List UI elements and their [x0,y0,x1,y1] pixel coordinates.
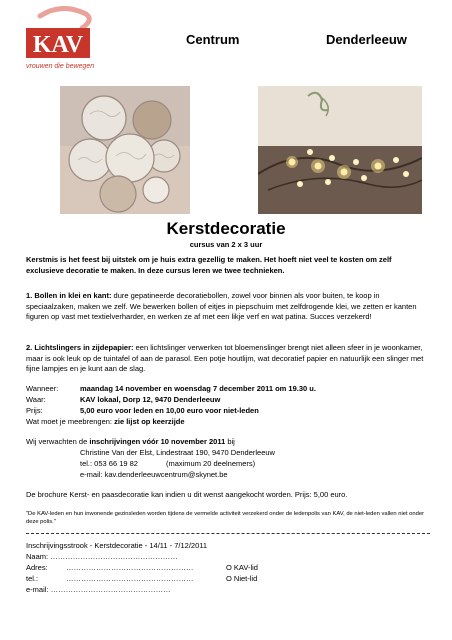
insurance-disclaimer: "De KAV-leden en hun inwonende gezinsleden worden tijdens de vermelde activiteit verzekerd onder de ledenpolis van KAV, de niet-leden vallen niet onder deze polis." [26,511,425,525]
page-subtitle: cursus van 2 x 3 uur [189,240,263,249]
technique-2-text: een lichtslinger verwerken tot bloemenslinger brengt niet alleen sfeer in je woonkamer, maar is ook leuk op de tuintafel of aan de parasol. Een potje houtlijm, wat decoratief papier en natuurlijk een slinger met fijne lampjes en je kunt aan de slag. [26,343,424,373]
where-label: Waar: [26,395,46,404]
price-label: Prijs: [26,406,43,415]
detail-where [26,395,220,406]
detail-bring [26,417,185,428]
header-centrum: Centrum [186,32,240,47]
technique-2 [26,343,430,375]
form-name-row [26,551,178,562]
address-line: …………………………………………… [66,563,194,572]
clay-balls-photo [60,86,190,214]
registration-intro-a: Wij verwachten de [26,437,90,446]
kav-logo [22,6,122,76]
contact-email: e-mail: kav.denderleeuwcentrum@skynet.be [80,470,228,479]
svg-text:KAV: KAV [32,32,84,58]
technique-1 [26,291,430,323]
email-label: e-mail: [26,585,49,594]
detail-price [26,406,259,417]
page-title: Kerstdecoratie [166,219,286,238]
header-denderleeuw: Denderleeuw [326,32,407,47]
registration-intro-b: bij [225,437,235,446]
form-address-row [26,562,194,573]
contact-tel-number: tel.: 053 66 19 82 [80,459,138,468]
light-garland-photo [258,86,422,214]
bring-value: zie lijst op keerzijde [114,417,185,426]
form-tel-row [26,573,194,584]
when-value: maandag 14 november en woensdag 7 december 2011 om 19.30 u. [80,384,316,393]
registration-deadline: inschrijvingen vóór 10 november 2011 [89,437,226,446]
option-nonmember[interactable]: O Niet-lid [226,574,258,583]
name-line: …………………………………………… [50,552,178,561]
name-label: Naam: [26,552,49,561]
detail-when [26,384,316,395]
where-value: KAV lokaal, Dorp 12, 9470 Denderleeuw [80,395,221,404]
contact-tel [80,459,255,470]
cut-line [26,533,430,534]
tel-label: tel.: [26,574,39,583]
intro-text: Kerstmis is het feest bij uitstek om je huis extra gezellig te maken. Het hoeft niet veel te kosten om zelf exclusieve decoratie te maken. In deze cursus leren we twee technieken. [26,255,392,275]
technique-1-text: dure gepatineerde decoratiebollen, zowel voor binnen als voor buiten, te koop in speciaalzaken, maken we zelf. We bewerken bollen of eitjes in piepschuim met zelfdrogende klei, we zetten er kanten figuren op vast met textielverharder, en werken ze af met een likje verf en wat patina. Succes verzekerd! [26,291,417,321]
email-line: ………………………………………… [50,585,171,594]
tel-line: …………………………………………… [66,574,194,583]
brochure-text: De brochure Kerst- en paasdecoratie kan indien u dit wenst aangekocht worden. Prijs: 5,00 euro. [26,490,348,499]
contact-name: Christine Van der Elst, Lindestraat 190, 9470 Denderleeuw [80,448,275,457]
svg-text:vrouwen die bewegen: vrouwen die bewegen [26,63,95,70]
form-email-row [26,584,171,595]
contact-max: (maximum 20 deelnemers) [165,459,256,468]
address-label: Adres: [26,563,48,572]
registration-intro [26,437,235,448]
price-value: 5,00 euro voor leden en 10,00 euro voor niet-leden [80,406,259,415]
when-label: Wanneer: [26,384,59,393]
bring-label: Wat moet je meebrengen: [26,417,113,426]
option-member[interactable]: O KAV-lid [226,563,258,572]
technique-1-heading: 1. Bollen in klei en kant: [26,291,112,300]
technique-2-heading: 2. Lichtslingers in zijdepapier: [26,343,134,352]
form-title: Inschrijvingsstrook - Kerstdecoratie - 14/11 - 7/12/2011 [26,541,208,550]
